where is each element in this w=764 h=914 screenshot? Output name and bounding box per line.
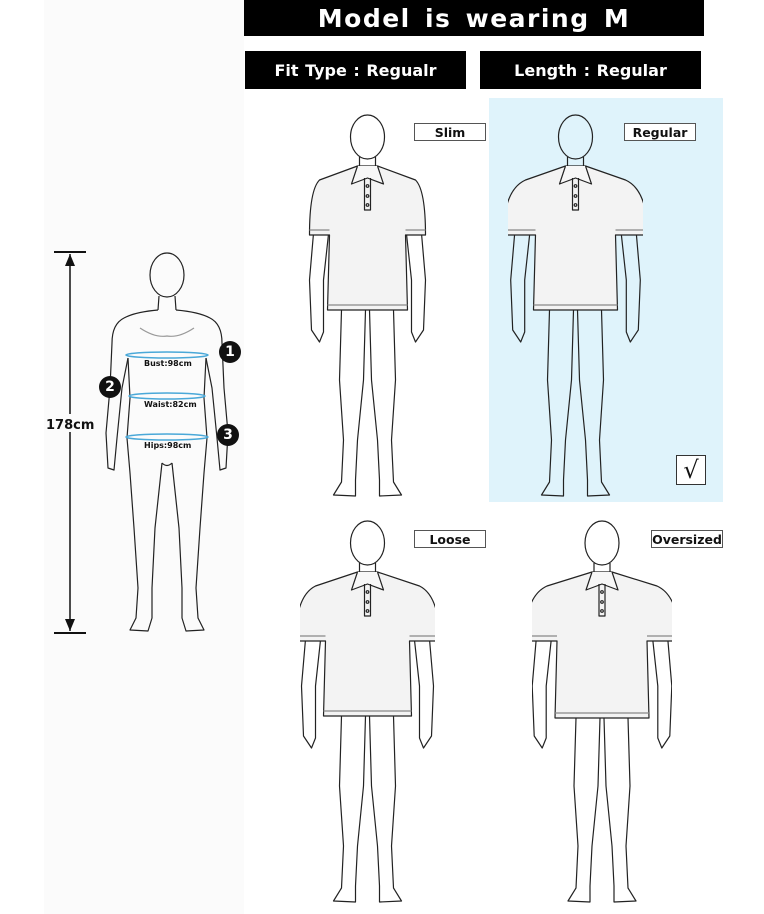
waist-measurement-label: Waist:82cm [144,400,197,409]
page-title: Model is wearing M [244,0,704,36]
regular-fit-figure [508,110,643,500]
bust-number-badge: 1 [219,341,241,363]
fit-type-badge: Fit Type : Regualr [245,51,466,89]
regular-fit-label: Regular [624,123,696,141]
selected-checkmark-icon: √ [676,455,706,485]
oversized-fit-figure [532,516,672,914]
length-badge: Length : Regular [480,51,701,89]
height-label: 178cm [46,418,95,433]
oversized-fit-label: Oversized [652,531,722,547]
height-arrow [50,248,90,638]
waist-number-badge: 2 [99,376,121,398]
slim-fit-label: Slim [414,123,486,141]
bust-measurement-label: Bust:98cm [144,359,192,368]
loose-fit-label: Loose [414,530,486,548]
hips-number-badge: 3 [217,424,239,446]
loose-fit-figure [300,516,435,914]
slim-fit-figure [300,110,435,500]
hips-measurement-label: Hips:98cm [144,441,192,450]
